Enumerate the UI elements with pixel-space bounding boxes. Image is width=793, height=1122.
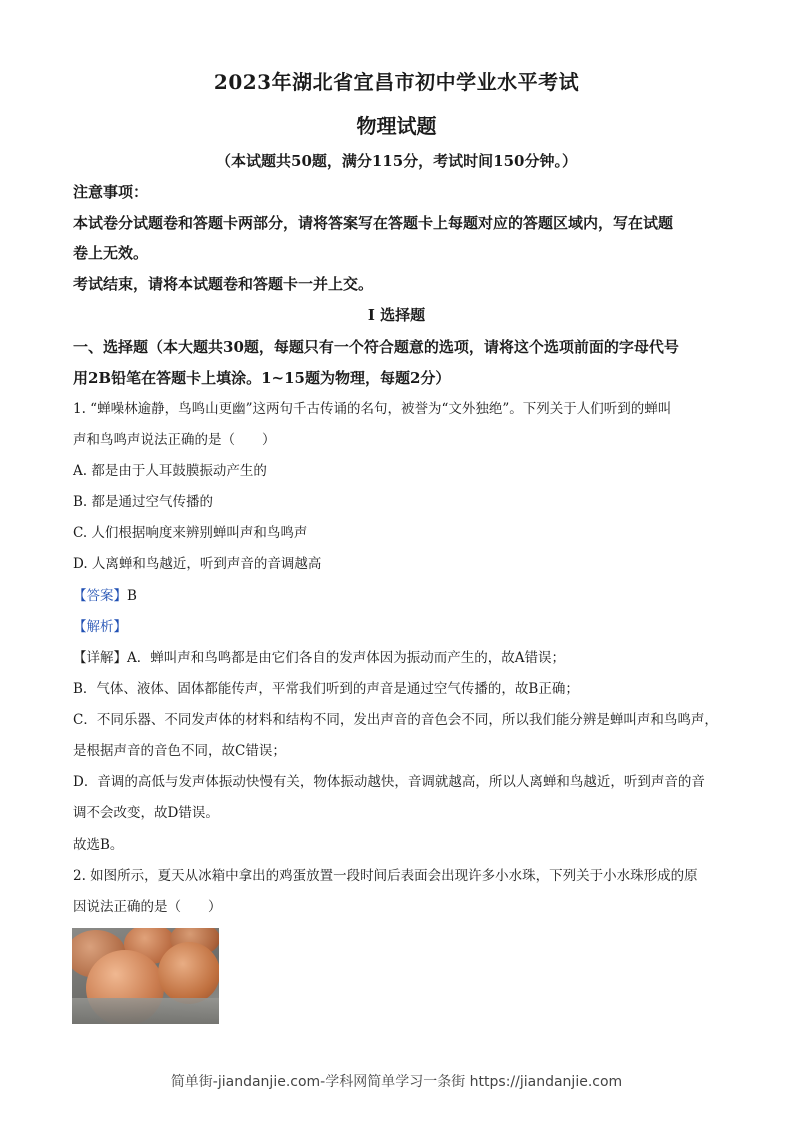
section-instructions-2: 用2B铅笔在答题卡上填涂。1~15题为物理，每题2分）: [73, 369, 451, 387]
q1-detail-c-1: C．不同乐器、不同发声体的材料和结构不同，发出声音的音色会不同，所以我们能分辨是蝉叫声和鸟鸣声，: [73, 712, 718, 728]
analysis-tag: 【解析】: [73, 619, 127, 635]
q1-detail-d-1: D．音调的高低与发声体振动快慢有关，物体振动越快，音调就越高，所以人离蝉和鸟越近，听到声音的音: [73, 774, 705, 790]
answer-value: B: [127, 588, 137, 604]
q1-stem-1: 1. “蝉噪林逾静，鸟鸣山更幽”这两句千古传诵的名句，被誉为“文外独绝”。下列关于人们听到的蝉叫: [73, 401, 672, 417]
notes-heading: 注意事项：: [73, 183, 149, 201]
q1-stem-2: 声和鸟鸣声说法正确的是（ ）: [73, 432, 276, 448]
q1-option-a: A. 都是由于人耳鼓膜振动产生的: [73, 463, 267, 479]
detail-tag: 【详解】: [73, 650, 127, 666]
footer-watermark: 简单街-jiandanjie.com-学科网简单学习一条街 https://jiandanjie.com: [170, 1074, 623, 1090]
q2-stem-1: 2. 如图所示，夏天从冰箱中拿出的鸡蛋放置一段时间后表面会出现许多小水珠，下列关于小水珠形成的原: [73, 868, 698, 884]
notes-line-3: 考试结束，请将本试题卷和答题卡一并上交。: [73, 275, 374, 293]
subject-title: 物理试题: [356, 114, 437, 138]
notes-line-1: 本试卷分试题卷和答题卡两部分，请将答案写在答题卡上每题对应的答题区域内，写在试题: [73, 214, 674, 232]
exam-info: （本试题共50题，满分115分，考试时间150分钟。）: [216, 152, 577, 170]
q1-option-c: C. 人们根据响度来辨别蝉叫声和鸟鸣声: [73, 525, 308, 541]
q1-option-d: D. 人离蝉和鸟越近，听到声音的音调越高: [73, 556, 322, 572]
q1-detail-b: B．气体、液体、固体都能传声，平常我们听到的声音是通过空气传播的，故B正确；: [73, 681, 579, 697]
q1-detail-a: [73, 648, 723, 668]
section-title: I 选择题: [367, 306, 426, 324]
exam-title: 2023年湖北省宜昌市初中学业水平考试: [213, 70, 580, 94]
section-instructions-1: 一、选择题（本大题共30题，每题只有一个符合题意的选项，请将这个选项前面的字母代号: [73, 338, 679, 356]
detail-a-text: A．蝉叫声和鸟鸣都是由它们各自的发声体因为振动而产生的，故A错误；: [127, 650, 565, 666]
q1-option-b: B. 都是通过空气传播的: [73, 494, 214, 510]
q1-detail-c-2: 是根据声音的音色不同，故C错误；: [73, 743, 286, 759]
notes-line-2: 卷上无效。: [73, 244, 149, 262]
answer-tag: 【答案】: [73, 588, 127, 604]
q1-conclusion: 故选B。: [73, 837, 124, 853]
q1-answer: [73, 586, 723, 606]
eggs-photo: [72, 928, 219, 1024]
q1-detail-d-2: 调不会改变，故D错误。: [73, 805, 219, 821]
q2-stem-2: 因说法正确的是（ ）: [73, 899, 222, 915]
